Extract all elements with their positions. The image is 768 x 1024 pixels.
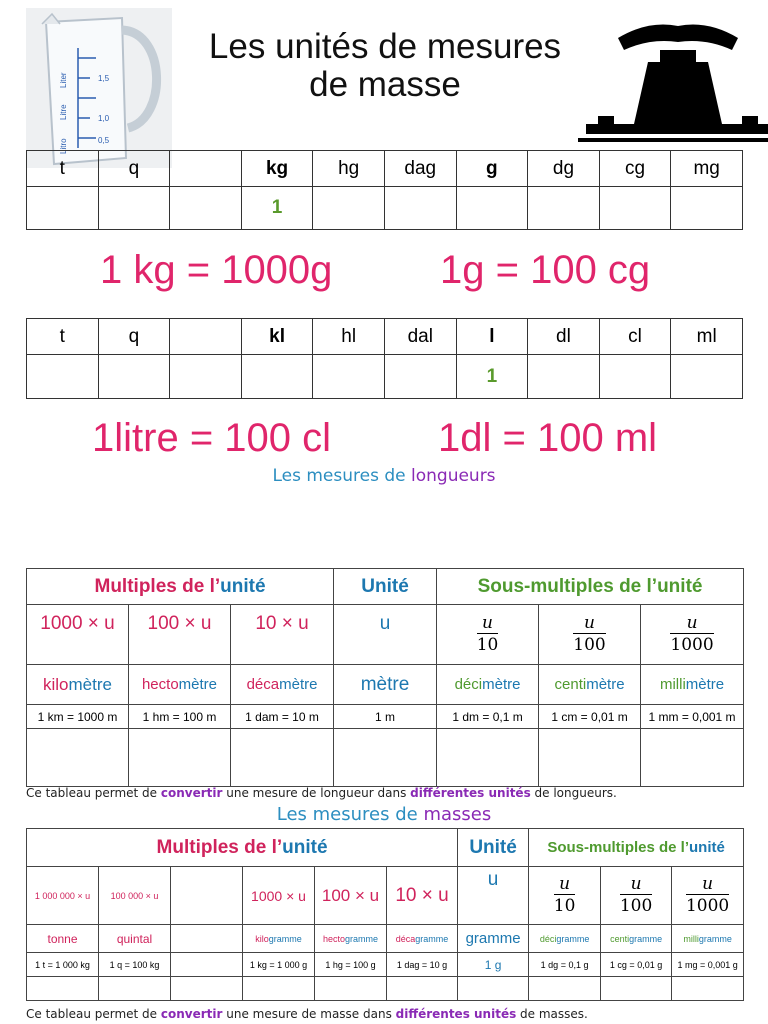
- length-factor-u: u: [334, 605, 437, 665]
- footnote-emphasis: convertir: [160, 786, 223, 800]
- mass-name-hectogramme: [315, 925, 387, 953]
- unit-prefix: hecto: [322, 933, 345, 944]
- cup-label-top: Liter: [59, 72, 68, 88]
- mass-caption-word: masses: [423, 804, 492, 825]
- mass-equality-g: 1 g: [458, 953, 529, 977]
- table-cell: [313, 187, 385, 230]
- volume-unit-t: t: [27, 319, 99, 355]
- cup-label-mid: Litre: [59, 104, 68, 120]
- mass-name-centigramme: [601, 925, 672, 953]
- unit-root: gramme: [345, 933, 379, 944]
- fraction-numerator: u: [686, 874, 729, 895]
- mass-name-tonne: tonne: [27, 925, 99, 953]
- unit-root: mètre: [586, 676, 625, 693]
- table-cell: [437, 729, 539, 787]
- mass-equality-q: 1 q = 100 kg: [99, 953, 171, 977]
- length-factor-100: [129, 605, 231, 665]
- volume-unit-l: l: [456, 319, 528, 355]
- mass-fraction-100: [601, 867, 672, 925]
- mass-equality-cg: 1 cg = 0,01 g: [601, 953, 672, 977]
- length-name-metre: [334, 665, 437, 705]
- mass-caption: [0, 804, 768, 825]
- mass-unit-blank: [170, 151, 242, 187]
- title-line-1: Les unités de mesures: [208, 27, 562, 66]
- footnote-emphasis: différentes unités: [395, 1007, 517, 1021]
- table-cell: [315, 977, 387, 1001]
- table-cell: [98, 355, 170, 399]
- fraction-numerator: u: [554, 874, 576, 895]
- unit-root: gramme: [465, 930, 521, 947]
- cup-mark-1: 1,5: [98, 74, 110, 83]
- mass-fraction-10: [529, 867, 601, 925]
- footnote-emphasis: différentes unités: [410, 786, 531, 800]
- length-caption-word: longueurs: [411, 466, 496, 486]
- unit-root: mètre: [360, 673, 410, 695]
- volume-unit-hl: hl: [313, 319, 385, 355]
- mass-name-milligramme: [672, 925, 744, 953]
- table-cell: [641, 729, 744, 787]
- table-cell: [672, 977, 744, 1001]
- mass-factor-blank: [171, 867, 243, 925]
- table-cell: [671, 355, 743, 399]
- length-fraction-10: [437, 605, 539, 665]
- mass-name-blank: [171, 925, 243, 953]
- mass-units-table: [26, 150, 743, 230]
- mass-submultiples-header-unit: unité: [689, 839, 725, 856]
- unit-prefix: kilo: [43, 674, 69, 694]
- footnote-text: une mesure de masse dans: [222, 1007, 396, 1021]
- mass-caption-prefix: Les mesures de: [276, 804, 424, 825]
- mass-unit-t: t: [27, 151, 99, 187]
- fraction-numerator: u: [670, 613, 713, 634]
- volume-units-table: [26, 318, 743, 399]
- length-conversion-table: [26, 568, 744, 787]
- fraction-numerator: u: [573, 613, 605, 634]
- mass-equality-t: 1 t = 1 000 kg: [27, 953, 99, 977]
- mass-fraction-1000: [672, 867, 744, 925]
- unit-root: mètre: [178, 676, 218, 693]
- length-caption: [0, 466, 768, 486]
- mass-name-decigramme: [529, 925, 601, 953]
- volume-unit-ml: ml: [671, 319, 743, 355]
- table-cell: [99, 977, 171, 1001]
- length-multiples-header-text: Multiples de l’: [94, 575, 221, 597]
- mass-equality-hg: 1 hg = 100 g: [315, 953, 387, 977]
- footnote-emphasis: convertir: [160, 1007, 223, 1021]
- unit-root: gramme: [698, 933, 732, 944]
- length-equality-dm: 1 dm = 0,1 m: [437, 705, 539, 729]
- title-line-2: de masse: [309, 65, 461, 104]
- table-cell: [313, 355, 385, 399]
- length-name-hectometre: [129, 665, 231, 705]
- mass-unit-dag: dag: [384, 151, 456, 187]
- mass-submultiples-header-text: Sous-multiples de l’: [547, 839, 690, 856]
- mass-equation-left: 1 kg = 1000g: [100, 248, 333, 292]
- volume-unit-blank: [170, 319, 242, 355]
- table-cell: [171, 977, 243, 1001]
- table-cell: [601, 977, 672, 1001]
- length-factor-100-text: 100 × u: [147, 613, 212, 634]
- table-cell: [98, 187, 170, 230]
- length-name-centimetre: [539, 665, 641, 705]
- fraction-numerator: u: [477, 613, 499, 634]
- footnote-text: de masses.: [516, 1007, 588, 1021]
- footnote-text: une mesure de longueur dans: [222, 786, 411, 800]
- table-cell: [27, 355, 99, 399]
- length-submultiples-header: Sous-multiples de l’unité: [437, 569, 744, 605]
- mass-factor-100000: 100 000 × u: [99, 867, 171, 925]
- scale-icon: [578, 20, 768, 150]
- footnote-text: Ce tableau permet de: [26, 1007, 161, 1021]
- unit-prefix: déci: [539, 933, 557, 944]
- table-cell: [528, 187, 600, 230]
- table-cell: [243, 977, 315, 1001]
- table-cell: [458, 977, 529, 1001]
- length-name-kilometre: [27, 665, 129, 705]
- mass-factor-1000: 1000 × u: [243, 867, 315, 925]
- table-cell: [27, 187, 99, 230]
- mass-equation-right: 1g = 100 cg: [440, 248, 651, 292]
- fraction-denominator: 100: [573, 635, 606, 655]
- mass-factor-10: 10 × u: [387, 867, 458, 925]
- mass-multiples-header: [27, 829, 458, 867]
- table-cell: [384, 355, 456, 399]
- mass-unit-dg: dg: [528, 151, 600, 187]
- unit-root: gramme: [268, 933, 302, 944]
- unit-root: gramme: [415, 933, 449, 944]
- cup-mark-3: 0,5: [98, 136, 110, 145]
- length-equality-km: 1 km = 1000 m: [27, 705, 129, 729]
- length-name-decametre: [231, 665, 334, 705]
- table-cell: [599, 355, 671, 399]
- table-cell: [170, 355, 242, 399]
- unit-prefix: centi: [554, 676, 587, 693]
- mass-conversion-table: [26, 828, 744, 1001]
- length-equality-mm: 1 mm = 0,001 m: [641, 705, 744, 729]
- unit-root: mètre: [685, 676, 725, 693]
- length-equality-hm: 1 hm = 100 m: [129, 705, 231, 729]
- mass-unit-header: Unité: [458, 829, 529, 867]
- mass-equality-kg: 1 kg = 1 000 g: [243, 953, 315, 977]
- mass-submultiples-header: [529, 829, 744, 867]
- length-footnote: [26, 786, 617, 800]
- page-title: [180, 28, 590, 104]
- mass-footnote: [26, 1007, 588, 1021]
- cup-mark-2: 1,0: [98, 114, 110, 123]
- measuring-cup-image: [26, 8, 172, 168]
- length-factor-10-text: 10 × u: [255, 613, 309, 634]
- table-cell: [384, 187, 456, 230]
- length-equality-dam: 1 dam = 10 m: [231, 705, 334, 729]
- length-caption-prefix: Les mesures de: [272, 466, 411, 486]
- unit-prefix: milli: [683, 933, 699, 944]
- table-cell: [241, 355, 313, 399]
- mass-factor-100: 100 × u: [315, 867, 387, 925]
- table-cell: [529, 977, 601, 1001]
- length-name-millimetre: [641, 665, 744, 705]
- table-cell: [334, 729, 437, 787]
- unit-prefix: milli: [659, 676, 686, 693]
- unit-prefix: centi: [610, 933, 630, 944]
- mass-unit-hg: hg: [313, 151, 385, 187]
- unit-prefix: déca: [395, 933, 416, 944]
- table-cell: [456, 187, 528, 230]
- mass-equality-mg: 1 mg = 0,001 g: [672, 953, 744, 977]
- mass-unit-kg: kg: [241, 151, 313, 187]
- unit-root: mètre: [279, 676, 318, 693]
- mass-unit-g: g: [456, 151, 528, 187]
- table-cell: [231, 729, 334, 787]
- unit-root: mètre: [482, 676, 521, 693]
- volume-unit-cl: cl: [599, 319, 671, 355]
- length-fraction-100: [539, 605, 641, 665]
- mass-name-quintal: quintal: [99, 925, 171, 953]
- length-equality-m: 1 m: [334, 705, 437, 729]
- mass-unit-q: q: [98, 151, 170, 187]
- volume-unit-dal: dal: [384, 319, 456, 355]
- table-cell: [599, 187, 671, 230]
- fraction-denominator: 1000: [685, 896, 730, 916]
- footnote-text: de longueurs.: [530, 786, 617, 800]
- mass-value-kg: 1: [241, 187, 313, 230]
- cup-label-bottom: Litro: [59, 138, 68, 154]
- table-cell: [539, 729, 641, 787]
- unit-root: gramme: [629, 933, 663, 944]
- mass-equality-blank: [171, 953, 243, 977]
- fraction-numerator: u: [620, 874, 652, 895]
- mass-name-decagramme: [387, 925, 458, 953]
- mass-multiples-header-text: Multiples de l’: [156, 836, 283, 858]
- length-factor-1000: [27, 605, 129, 665]
- table-cell: [27, 977, 99, 1001]
- mass-factor-u: u: [458, 867, 529, 925]
- length-equality-cm: 1 cm = 0,01 m: [539, 705, 641, 729]
- unit-root: mètre: [68, 674, 112, 694]
- length-fraction-1000: [641, 605, 744, 665]
- mass-equality-dag: 1 dag = 10 g: [387, 953, 458, 977]
- table-cell: [528, 355, 600, 399]
- length-multiples-header: [27, 569, 334, 605]
- length-factor-10: [231, 605, 334, 665]
- mass-multiples-header-unit: unité: [282, 836, 328, 858]
- volume-equation-left: 1litre = 100 cl: [92, 416, 332, 460]
- mass-equality-dg: 1 dg = 0,1 g: [529, 953, 601, 977]
- volume-value-l: 1: [456, 355, 528, 399]
- mass-unit-cg: cg: [599, 151, 671, 187]
- length-name-decimetre: [437, 665, 539, 705]
- fraction-denominator: 100: [619, 896, 653, 916]
- footnote-text: Ce tableau permet de: [26, 786, 161, 800]
- length-unit-header: Unité: [334, 569, 437, 605]
- volume-unit-q: q: [98, 319, 170, 355]
- length-factor-1000-text: 1000 × u: [40, 613, 115, 634]
- fraction-denominator: 1000: [670, 635, 714, 655]
- unit-prefix: déca: [246, 676, 280, 693]
- table-cell: [129, 729, 231, 787]
- mass-name-gramme: [458, 925, 529, 953]
- fraction-denominator: 10: [553, 896, 576, 916]
- unit-prefix: déci: [454, 676, 483, 693]
- table-cell: [27, 729, 129, 787]
- mass-unit-mg: mg: [671, 151, 743, 187]
- unit-prefix: kilo: [255, 933, 269, 944]
- table-cell: [170, 187, 242, 230]
- volume-equation-right: 1dl = 100 ml: [438, 416, 658, 460]
- table-cell: [671, 187, 743, 230]
- mass-name-kilogramme: [243, 925, 315, 953]
- unit-root: gramme: [556, 933, 590, 944]
- volume-unit-dl: dl: [528, 319, 600, 355]
- mass-factor-1000000: 1 000 000 × u: [27, 867, 99, 925]
- volume-unit-kl: kl: [241, 319, 313, 355]
- unit-prefix: hecto: [141, 676, 179, 693]
- fraction-denominator: 10: [476, 635, 499, 655]
- table-cell: [387, 977, 458, 1001]
- length-multiples-header-unit: unité: [220, 575, 266, 597]
